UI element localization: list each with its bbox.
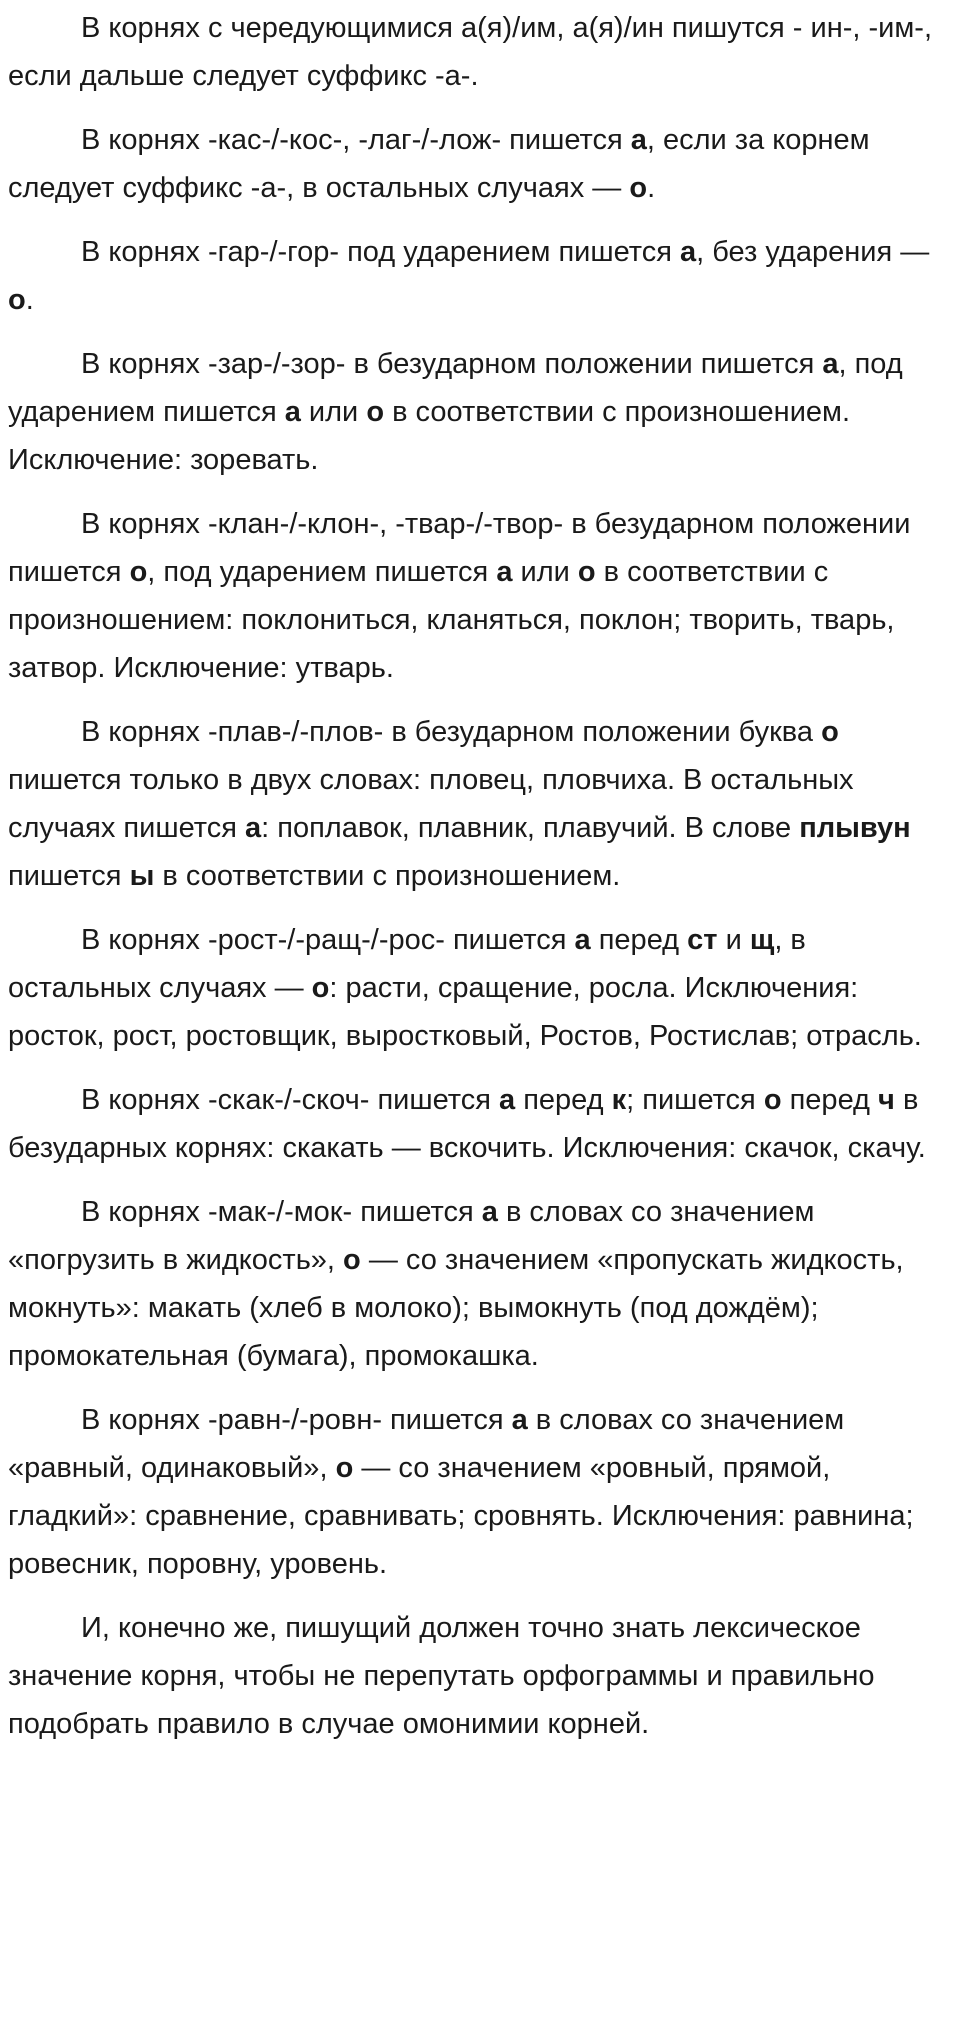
text-run: перед [515, 1084, 612, 1116]
text-run: , без ударения — [696, 236, 930, 268]
rule-paragraph [8, 1188, 952, 1380]
bold-letter: о [821, 716, 839, 748]
text-run: в соответствии с произношением. Исключение: зоревать. [8, 396, 851, 476]
bold-letter: а [574, 924, 591, 956]
bold-letter: а [481, 1196, 498, 1228]
bold-letter: о [8, 284, 26, 316]
rule-paragraph [8, 500, 952, 692]
text-run: , под ударением пишется [8, 348, 903, 428]
text-run: В корнях -плав-/-плов- в безударном положении буква [81, 716, 822, 748]
text-run: В корнях -равн-/-ровн- пишется [81, 1404, 512, 1436]
text-run: пишется только в двух словах: пловец, пловчиха. В остальных случаях пишется [8, 764, 854, 844]
text-run: В корнях с чередующимися а(я)/им, а(я)/ин пишутся - ин-, -им-, если дальше следует суффикс -а-. [8, 12, 933, 92]
rule-paragraph [8, 340, 952, 484]
text-run: И, конечно же, пишущий должен точно знать лексическое значение корня, чтобы не перепутать орфограммы и правильно подобрать правило в случае омонимии корней. [8, 1612, 875, 1740]
text-run: перед [781, 1084, 879, 1116]
bold-letter: ст [687, 924, 718, 956]
text-run: В корнях -мак-/-мок- пишется [81, 1196, 482, 1228]
text-run: , если за корнем следует суффикс -а-, в остальных случаях — [8, 124, 870, 204]
text-run: , в остальных случаях — [8, 924, 806, 1004]
text-run: в словах со значением «погрузить в жидкость», [8, 1196, 815, 1276]
rule-paragraph [8, 4, 952, 100]
text-run: В корнях -рост-/-ращ-/-рос- пишется [81, 924, 575, 956]
bold-letter: ч [878, 1084, 895, 1116]
text-run: В корнях -скак-/-скоч- пишется [81, 1084, 499, 1116]
bold-letter: о [129, 556, 148, 588]
bold-letter: а [511, 1404, 528, 1436]
rule-paragraph [8, 228, 952, 324]
bold-letter: о [763, 1084, 782, 1116]
bold-letter: а [630, 124, 647, 156]
text-run: перед [590, 924, 688, 956]
text-run: В корнях -зар-/-зор- в безударном положении пишется [81, 348, 823, 380]
bold-letter: о [311, 972, 330, 1004]
text-run: в соответствии с произношением: поклониться, кланяться, поклон; творить, тварь, затвор. Исключение: утварь. [8, 556, 895, 684]
rule-paragraph [8, 708, 952, 900]
text-run: , под ударением пишется [147, 556, 497, 588]
rule-paragraph [8, 916, 952, 1060]
bold-letter: а [244, 812, 262, 844]
text-run: — со значением «ровный, прямой, гладкий»: сравнение, сравнивать; сровнять. Исключения: равнина; ровесник, поровну, уровень. [8, 1452, 914, 1580]
bold-letter: плывун [799, 812, 911, 844]
text-run: В корнях -гар-/-гор- под ударением пишется [81, 236, 680, 268]
text-run: в безударных корнях: скакать — вскочить. Исключения: скачок, скачу. [8, 1084, 926, 1164]
text-run: пишется [8, 860, 130, 892]
text-run: : поплавок, плавник, плавучий. В слове [261, 812, 800, 844]
bold-letter: о [577, 556, 596, 588]
bold-letter: а [496, 556, 513, 588]
bold-letter: а [680, 236, 697, 268]
text-run: : расти, сращение, росла. Исключения: росток, рост, ростовщик, выростковый, Ростов, Ростислав; отрасль. [8, 972, 922, 1052]
bold-letter: о [629, 172, 648, 204]
rule-paragraph [8, 116, 952, 212]
text-run: и [717, 924, 750, 956]
text-run: . [647, 172, 656, 204]
text-run: В корнях -клан-/-клон-, -твар-/-твор- в безударном положении пишется [8, 508, 911, 588]
bold-letter: а [499, 1084, 516, 1116]
rule-paragraph [8, 1604, 952, 1748]
text-run: или [300, 396, 367, 428]
rule-paragraph [8, 1076, 952, 1172]
bold-letter: ы [129, 860, 155, 892]
bold-letter: о [366, 396, 385, 428]
text-run: ; пишется [626, 1084, 764, 1116]
text-run: в словах со значением «равный, одинаковый», [8, 1404, 845, 1484]
text-run: . [25, 284, 34, 316]
bold-letter: о [343, 1244, 361, 1276]
bold-letter: а [284, 396, 301, 428]
text-run: в соответствии с произношением. [154, 860, 621, 892]
document-body [8, 4, 952, 1748]
text-run: или [512, 556, 578, 588]
text-run: — со значением «пропускать жидкость, мокнуть»: макать (хлеб в молоко); вымокнуть (под дождём); промокательная (бумага), промокашка. [8, 1244, 904, 1372]
text-run: В корнях -кас-/-кос-, -лаг-/-лож- пишется [81, 124, 631, 156]
bold-letter: к [611, 1084, 627, 1116]
bold-letter: а [822, 348, 839, 380]
bold-letter: о [335, 1452, 354, 1484]
rule-paragraph [8, 1396, 952, 1588]
bold-letter: щ [749, 924, 775, 956]
